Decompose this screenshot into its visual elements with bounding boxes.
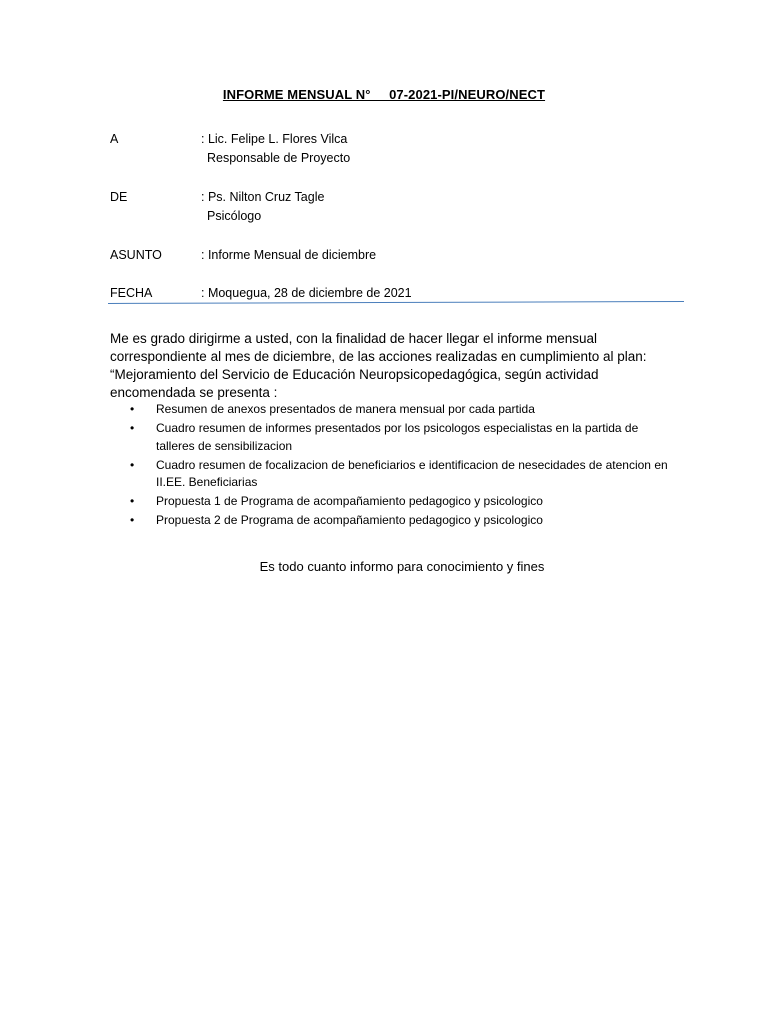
bullet-list: [110, 401, 670, 531]
closing-line: Es todo cuanto informo para conocimiento y fines: [259, 559, 545, 574]
field-date-value: : Moquegua, 28 de diciembre de 2021: [201, 286, 412, 300]
bullet-icon: •: [130, 402, 135, 416]
list-item-text: Propuesta 1 de Programa de acompañamiento pedagogico y psicologico: [156, 494, 543, 508]
field-to-role: Responsable de Proyecto: [207, 151, 351, 165]
field-to-label: A: [110, 132, 119, 146]
list-item: [110, 457, 670, 492]
field-from-value: : Ps. Nilton Cruz Tagle: [201, 190, 325, 204]
intro-paragraph: Me es grado dirigirme a usted, con la finalidad de hacer llegar el informe mensual correspondiente al mes de diciembre, de las acciones realizadas en cumplimiento al plan: “Mejoramiento del Servicio de Educación Neuropsicopedagógica, según actividad encomendada se presenta :: [110, 331, 647, 400]
field-from-label: DE: [110, 190, 128, 204]
field-date-label: FECHA: [110, 286, 153, 300]
list-item-text: Resumen de anexos presentados de manera mensual por cada partida: [156, 402, 535, 416]
bullet-icon: •: [130, 421, 135, 435]
field-from-role: Psicólogo: [207, 209, 262, 223]
list-item: [110, 401, 670, 419]
list-item-text: Propuesta 2 de Programa de acompañamiento pedagogico y psicologico: [156, 513, 543, 527]
list-item: [110, 512, 670, 530]
field-to-value: : Lic. Felipe L. Flores Vilca: [201, 132, 348, 146]
list-item-text: Cuadro resumen de informes presentados por los psicologos especialistas en la partida de talleres de sensibilizacion: [156, 421, 639, 453]
list-item: [110, 493, 670, 511]
bullet-icon: •: [130, 457, 135, 472]
bullet-icon: •: [130, 494, 135, 508]
field-subject-label: ASUNTO: [110, 248, 162, 262]
field-subject-value: : Informe Mensual de diciembre: [201, 248, 377, 262]
document-title: INFORME MENSUAL N° 07-2021-PI/NEURO/NECT: [222, 87, 546, 102]
bullet-icon: •: [130, 513, 135, 527]
list-item-text: Cuadro resumen de focalizacion de beneficiarios e identificacion de nesecidades de atencion en II.EE. Beneficiarias: [156, 457, 668, 489]
list-item: [110, 420, 670, 455]
